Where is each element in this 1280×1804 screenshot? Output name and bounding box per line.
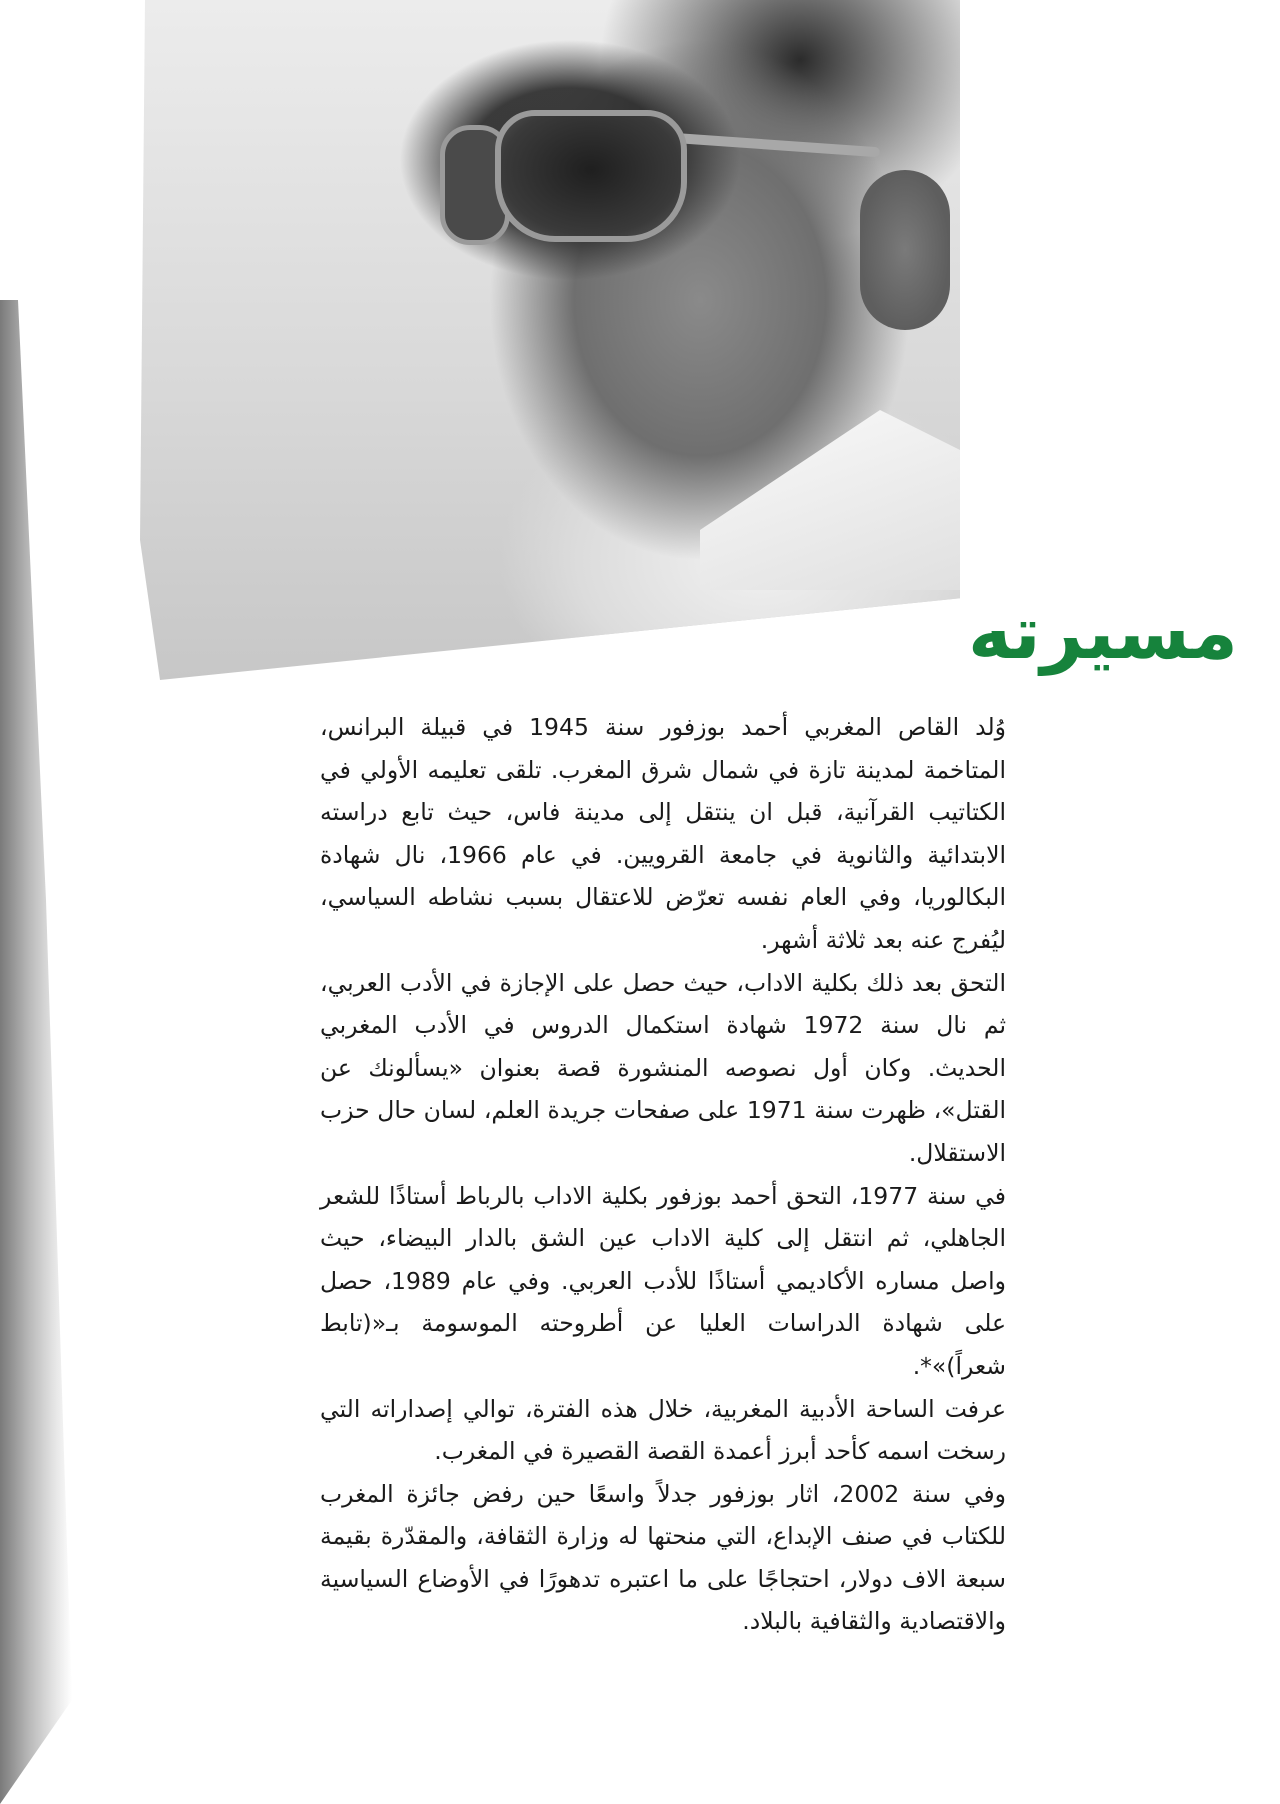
ear-shape: [860, 170, 950, 330]
shirt-collar-shape: [700, 410, 960, 590]
left-photo-edge: [0, 0, 72, 1804]
paragraph-4: عرفت الساحة الأدبية المغربية، خلال هذه الفترة، توالي إصداراته التي رسخت اسمه كأحد أبرز أعمدة القصة القصيرة في المغرب.: [320, 1394, 1006, 1466]
biography-text: [320, 706, 1006, 1643]
portrait-photo: [140, 0, 960, 680]
paragraph-1: وُلد القاص المغربي أحمد بوزفور سنة 1945 في قبيلة البرانس، المتاخمة لمدينة تازة في شمال شرق المغرب. تلقى تعليمه الأولي في الكتاتيب القرآنية، قبل ان ينتقل إلى مدينة فاس، حيث تابع دراسته الابتدائية والثانوية في جامعة القرويين. في عام 1966، نال شهادة البكالوريا، وفي العام نفسه تعرّض للاعتقال بسبب نشاطه السياسي، ليُفرج عنه بعد ثلاثة أشهر.: [320, 713, 1006, 954]
section-heading: مسيرته: [967, 590, 1238, 676]
paragraph-5: وفي سنة 2002، اثار بوزفور جدلاً واسعًا حين رفض جائزة المغرب للكتاب في صنف الإبداع، التي منحتها له وزارة الثقافة، والمقدّرة بقيمة سبعة الاف دولار، احتجاجًا على ما اعتبره تدهورًا في الأوضاع السياسية والاقتصادية والثقافية بالبلاد.: [320, 1479, 1006, 1636]
paragraph-3: في سنة 1977، التحق أحمد بوزفور بكلية الاداب بالرباط أستاذًا للشعر الجاهلي، ثم انتقل إلى كلية الاداب عين الشق بالدار البيضاء، حيث واصل مساره الأكاديمي أستاذًا للأدب العربي. وفي عام 1989، حصل على شهادة الدراسات العليا عن أطروحته الموسومة بـ«(تابط شعراً)»*.: [320, 1181, 1006, 1380]
paragraph-2: التحق بعد ذلك بكلية الاداب، حيث حصل على الإجازة في الأدب العربي، ثم نال سنة 1972 شهادة استكمال الدروس في الأدب المغربي الحديث. وكان أول نصوصه المنشورة قصة بعنوان «يسألونك عن القتل»، ظهرت سنة 1971 على صفحات جريدة العلم، لسان حال حزب الاستقلال.: [320, 968, 1007, 1167]
glasses-lens-near-shape: [495, 110, 687, 242]
glasses-arm-shape: [670, 133, 880, 158]
